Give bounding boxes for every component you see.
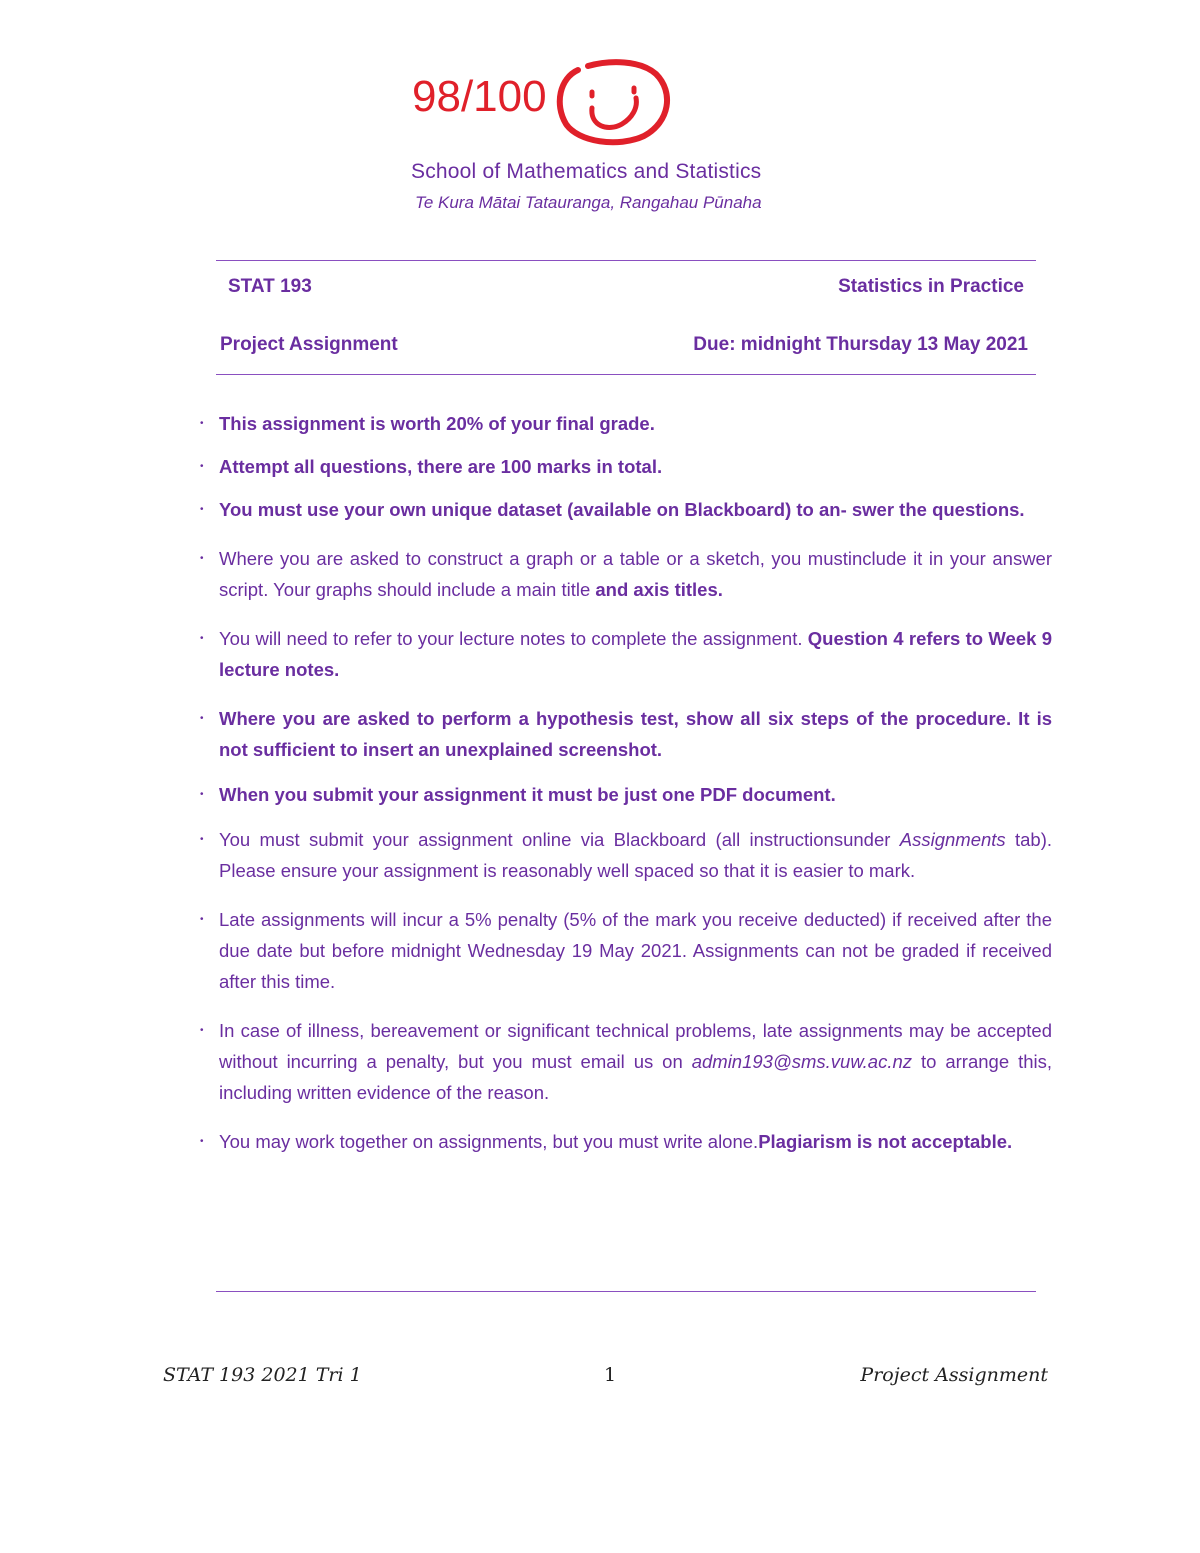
list-item-text: Where you are asked to perform a hypothesis test, show all six steps of the procedure. It is not sufficient to insert an unexplained screenshot. xyxy=(219,708,1052,760)
bullet-icon: • xyxy=(200,504,204,515)
list-item-text: Attempt all questions, there are 100 marks in total. xyxy=(219,456,663,477)
divider-top xyxy=(216,260,1036,261)
list-item-text-emphasis: Plagiarism is not acceptable. xyxy=(758,1131,1013,1152)
list-item-text: to arrange this, including written evidence of the reason. xyxy=(219,1051,1052,1103)
bullet-icon: • xyxy=(200,461,204,472)
list-item-text: You will need to refer to your lecture notes to complete the assignment. xyxy=(219,628,808,649)
list-item xyxy=(196,703,1052,765)
course-name: Statistics in Practice xyxy=(838,276,1024,297)
list-item xyxy=(196,1015,1052,1108)
list-item-text: You must submit your assignment online via Blackboard (all instructionsunder xyxy=(219,829,900,850)
footer-right: Project Assignment xyxy=(860,1364,1048,1386)
list-item xyxy=(196,543,1052,605)
bullet-icon: • xyxy=(200,713,204,724)
bullet-icon: • xyxy=(200,789,204,800)
list-item-text-emphasis: and axis titles. xyxy=(590,579,723,600)
list-item-text: You must use your own unique dataset (available on Blackboard) to an- swer the questions. xyxy=(219,499,1025,520)
instruction-list xyxy=(196,408,1052,1157)
list-item-text: This assignment is worth 20% of your final grade. xyxy=(219,413,655,434)
list-item xyxy=(196,408,1052,439)
document-title: Project Assignment xyxy=(220,334,398,355)
list-item xyxy=(196,623,1052,685)
grade-score: 98/100 xyxy=(412,72,547,121)
list-item xyxy=(196,824,1052,886)
list-item xyxy=(196,779,1052,810)
bullet-icon: • xyxy=(200,633,204,644)
bullet-icon: • xyxy=(200,1025,204,1036)
school-name: School of Mathematics and Statistics xyxy=(411,160,762,183)
divider-header-bottom xyxy=(216,374,1036,375)
school-name-maori: Te Kura Mātai Tatauranga, Rangahau Pūnaha xyxy=(415,193,762,212)
course-code: STAT 193 xyxy=(228,276,312,297)
email-address: admin193@sms.vuw.ac.nz xyxy=(691,1051,913,1072)
list-item-text-italic: Assignments xyxy=(899,829,1006,850)
bullet-icon: • xyxy=(200,418,204,429)
list-item-text: Late assignments will incur a 5% penalty (5% of the mark you receive deducted) if received after the due date but before midnight Wednesday 19 May 2021. Assignments can not be graded if received after this time. xyxy=(219,909,1052,992)
list-item-text: Where you are asked to construct a graph or a table or a sketch, you mustinclude it in your answer script. Your graphs should include a main title xyxy=(219,548,1052,600)
bullet-icon: • xyxy=(200,914,204,925)
list-item-text: tab). Please ensure your assignment is reasonably well spaced so that it is easier to mark. xyxy=(219,829,1052,881)
due-date: Due: midnight Thursday 13 May 2021 xyxy=(693,334,1028,355)
footer-left: STAT 193 2021 Tri 1 xyxy=(163,1364,362,1386)
list-item-text-emphasis: Question 4 refers to Week 9 lecture notes. xyxy=(219,628,1053,680)
divider-bottom xyxy=(216,1291,1036,1292)
page-number: 1 xyxy=(604,1364,617,1386)
bullet-icon: • xyxy=(200,1136,204,1147)
list-item xyxy=(196,494,1052,525)
list-item-text: In case of illness, bereavement or significant technical problems, late assignments may be accepted without incurring a penalty, but you must email us on xyxy=(219,1020,1052,1072)
list-item xyxy=(196,451,1052,482)
list-item xyxy=(196,1126,1052,1157)
smiley-face-icon xyxy=(548,56,678,150)
list-item-text: When you submit your assignment it must be just one PDF document. xyxy=(219,784,836,805)
list-item xyxy=(196,904,1052,997)
list-item-text: You may work together on assignments, but you must write alone. xyxy=(219,1131,759,1152)
bullet-icon: • xyxy=(200,834,204,845)
bullet-icon: • xyxy=(200,553,204,564)
